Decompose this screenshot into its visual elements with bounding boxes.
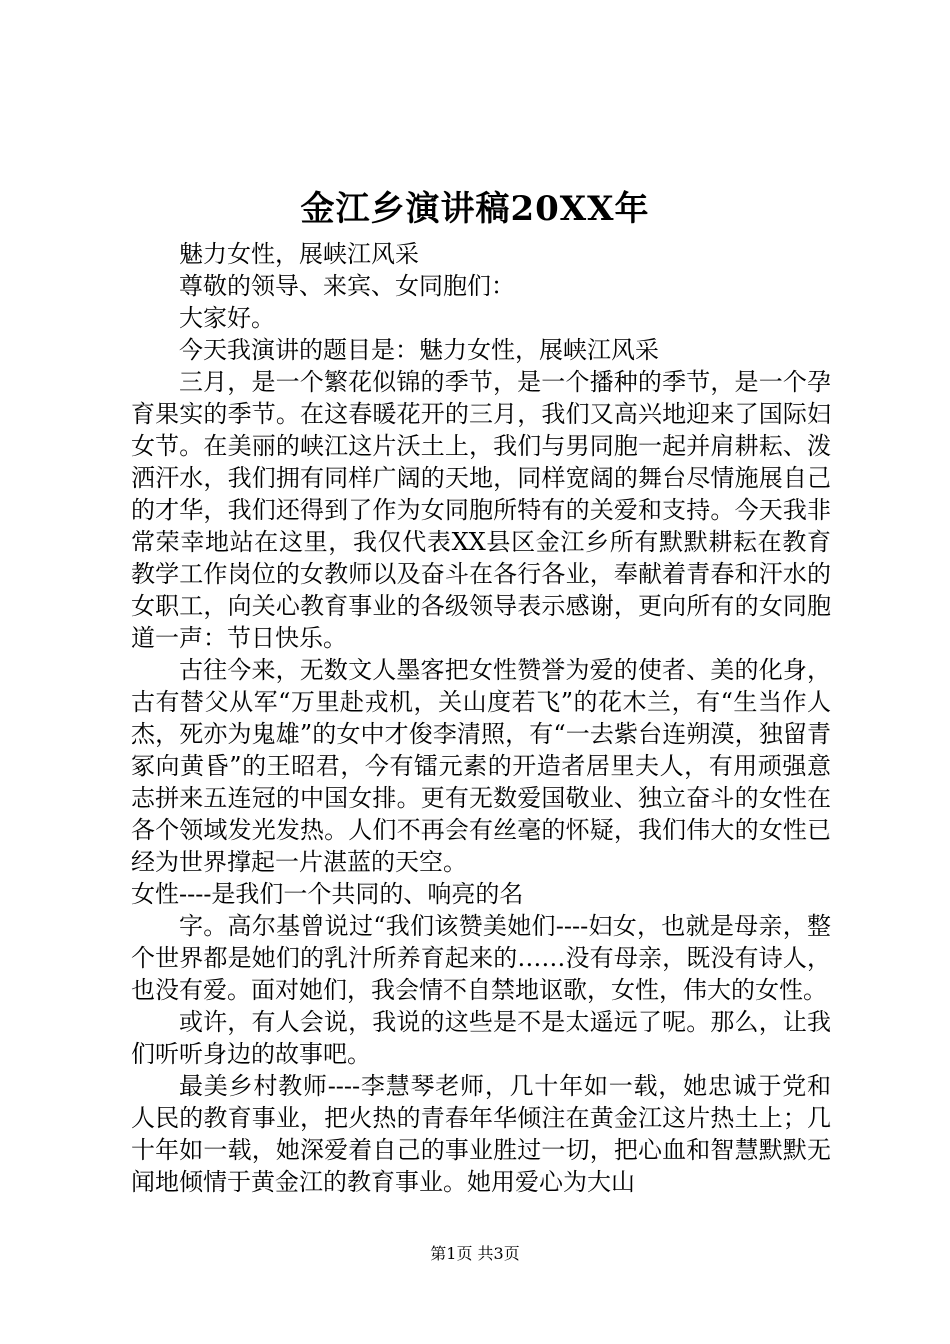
- body-paragraph: 字。高尔基曾说过“我们该赞美她们----妇女，也就是母亲，整个世界都是她们的乳汁所养育起来的……没有母亲，既没有诗人，也没有爱。面对她们，我会情不自禁地讴歌，女性，伟大的女性。: [131, 912, 831, 1004]
- body-paragraph: 最美乡村教师----李慧琴老师，几十年如一载，她忠诚于党和人民的教育事业，把火热的青春年华倾注在黄金江这片热土上；几十年如一载，她深爱着自己的事业胜过一切，把心血和智慧默默无闻地倾情于黄金江的教育事业。她用爱心为大山: [131, 1072, 831, 1196]
- greeting-paragraph: 大家好。: [179, 304, 275, 332]
- body-paragraph: 三月，是一个繁花似锦的季节，是一个播种的季节，是一个孕育果实的季节。在这春暖花开的三月，我们又高兴地迎来了国际妇女节。在美丽的峡江这片沃土上，我们与男同胞一起并肩耕耘、泼洒汗水，我们拥有同样广阔的天地，同样宽阔的舞台尽情施展自己的才华，我们还得到了作为女同胞所特有的关爱和支持。今天我非常荣幸地站在这里，我仅代表XX县区金江乡所有默默耕耘在教育教学工作岗位的女教师以及奋斗在各行各业，奉献着青春和汗水的女职工，向关心教育事业的各级领导表示感谢，更向所有的女同胞道一声：节日快乐。: [131, 368, 831, 652]
- page-number-footer: 第1页 共3页: [430, 1244, 520, 1263]
- body-paragraph: 女性----是我们一个共同的、响亮的名: [131, 880, 524, 908]
- subtitle-paragraph: 魅力女性，展峡江风采: [179, 240, 419, 268]
- topic-paragraph: 今天我演讲的题目是：魅力女性，展峡江风采: [179, 336, 659, 364]
- document-title: 金江乡演讲稿20XX年: [300, 189, 650, 229]
- body-paragraph: 古往今来，无数文人墨客把女性赞誉为爱的使者、美的化身，古有替父从军“万里赴戎机，关山度若飞”的花木兰，有“生当作人杰，死亦为鬼雄”的女中才俊李清照，有“一去紫台连朔漠，独留青冢向黄昏”的王昭君，今有镭元素的开造者居里夫人，有用顽强意志拼来五连冠的中国女排。更有无数爱国敬业、独立奋斗的女性在各个领域发光发热。人们不再会有丝毫的怀疑，我们伟大的女性已经为世界撑起一片湛蓝的天空。: [131, 656, 831, 876]
- document-body: [131, 238, 831, 1198]
- body-paragraph: 或许，有人会说，我说的这些是不是太遥远了呢。那么，让我们听听身边的故事吧。: [131, 1008, 831, 1068]
- salutation-paragraph: 尊敬的领导、来宾、女同胞们：: [179, 272, 515, 300]
